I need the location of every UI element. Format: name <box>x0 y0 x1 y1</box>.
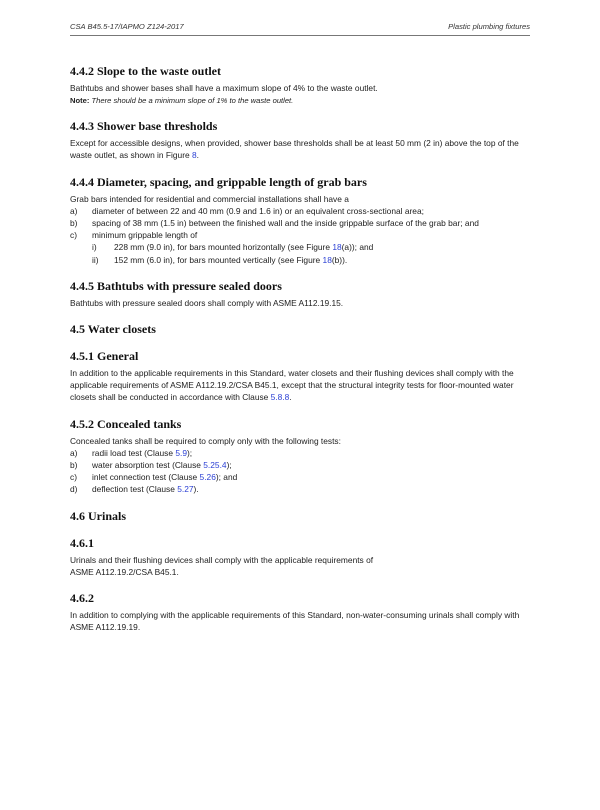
list-item: i) 228 mm (9.0 in), for bars mounted horizontally (see Figure 18(a)); and <box>92 242 374 253</box>
clause-link[interactable]: 5.25.4 <box>203 460 227 471</box>
heading-4-6: 4.6 Urinals <box>70 508 127 523</box>
list-item: a) diameter of between 22 and 40 mm (0.9 and 1.6 in) or an equivalent cross-sectional area; <box>70 205 424 216</box>
clause-link[interactable]: 5.9 <box>175 447 187 458</box>
paragraph-4-4-4-intro: Grab bars intended for residential and commercial installations shall have a <box>70 193 349 204</box>
heading-4-5: 4.5 Water closets <box>70 322 156 337</box>
clause-link[interactable]: 5.26 <box>199 472 216 483</box>
header-document-title: Plastic plumbing fixtures <box>448 22 530 31</box>
paragraph-4-5-2-intro: Concealed tanks shall be required to comply only with the following tests: <box>70 435 341 446</box>
paragraph-4-6-2: In addition to complying with the applicable requirements of this Standard, non-water-consuming urinals shall comply with ASME A112.19.19. <box>70 610 520 633</box>
paragraph-4-4-5: Bathtubs with pressure sealed doors shall comply with ASME A112.19.15. <box>70 297 344 308</box>
list-item: d) deflection test (Clause 5.27). <box>70 484 199 495</box>
clause-link[interactable]: 5.27 <box>177 484 194 495</box>
paragraph-4-4-2: Bathtubs and shower bases shall have a maximum slope of 4% to the waste outlet. <box>70 83 378 93</box>
figure-18-link[interactable]: 18 <box>322 254 332 265</box>
list-item: ii) 152 mm (6.0 in), for bars mounted vertically (see Figure 18(b)). <box>92 254 348 265</box>
heading-4-5-1: 4.5.1 General <box>70 349 139 364</box>
note-text: There should be a minimum slope of 1% to the waste outlet. <box>89 96 294 106</box>
list-item: c) minimum grippable length of i) 228 mm (9.0 in), for bars mounted horizontally (see Figure 18(a)); and ii) 152 mm (6.0 in), for bars mounted vertically (see Figure 18(b)). <box>70 229 532 266</box>
figure-18-link[interactable]: 18 <box>332 242 342 253</box>
paragraph-4-4-3: Except for accessible designs, when provided, shower base thresholds shall be at least 50 mm (2 in) above the top of the waste outlet, as shown in Figure 8. <box>70 138 519 161</box>
concealed-tank-tests-list <box>70 447 532 496</box>
grab-bar-requirements-list <box>70 205 532 266</box>
heading-4-4-5: 4.4.5 Bathtubs with pressure sealed doors <box>70 278 282 293</box>
running-header <box>70 22 530 36</box>
heading-4-6-1: 4.6.1 <box>70 535 94 550</box>
heading-4-4-3: 4.4.3 Shower base thresholds <box>70 119 218 134</box>
list-item: b) spacing of 38 mm (1.5 in) between the finished wall and the inside grippable surface of the grab bar; and <box>70 218 479 229</box>
note-4-4-2 <box>70 95 532 106</box>
list-item: a) radii load test (Clause 5.9); <box>70 447 193 458</box>
heading-4-4-4: 4.4.4 Diameter, spacing, and grippable length of grab bars <box>70 174 367 189</box>
heading-4-6-2: 4.6.2 <box>70 591 94 606</box>
paragraph-4-5-1: In addition to the applicable requirements in this Standard, water closets and their flushing devices shall comply with the applicable requirements of ASME A112.19.2/CSA B45.1, except that the structural integrity tests for floor-mounted water closets shall be conducted in accordance with Clause 5.8.8. <box>70 368 514 403</box>
heading-4-5-2: 4.5.2 Concealed tanks <box>70 416 182 431</box>
paragraph-4-6-1: Urinals and their flushing devices shall comply with the applicable requirements of ASME A112.19.2/CSA B45.1. <box>70 554 374 577</box>
clause-5-8-8-link[interactable]: 5.8.8 <box>270 392 290 403</box>
note-label: Note: <box>70 96 90 106</box>
header-standard-id: CSA B45.5-17/IAPMO Z124-2017 <box>70 22 184 31</box>
page-content <box>70 64 532 633</box>
list-item: b) water absorption test (Clause 5.25.4); <box>70 460 232 471</box>
heading-4-4-2: 4.4.2 Slope to the waste outlet <box>70 64 221 78</box>
figure-8-link[interactable]: 8 <box>191 150 197 161</box>
list-item: c) inlet connection test (Clause 5.26); and <box>70 472 238 483</box>
grippable-length-sublist <box>92 241 532 265</box>
